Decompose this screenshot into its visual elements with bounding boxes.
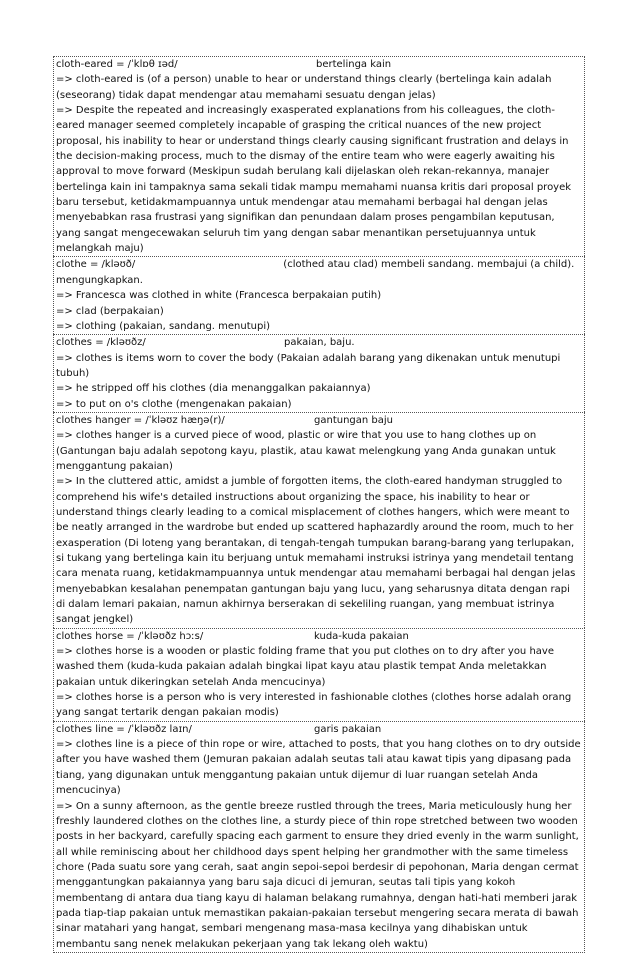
- entry-clothes-line: [53, 721, 585, 953]
- entry-gloss: gantungan baju: [314, 414, 393, 426]
- entry-clothes: [53, 334, 585, 412]
- entry-term: clothes line = /ˈkləʊðz laɪn/: [56, 723, 192, 735]
- entry-term: clothe = /kləʊð/: [56, 259, 136, 271]
- entry-definition: => cloth-eared is (of a person) unable to hear or understand things clearly (bertelinga kain adalah (seseorang) tidak dapat mendengar atau memahami sesuatu dengan jelas): [56, 74, 552, 101]
- entry-definition: => clothes horse is a person who is very interested in fashionable clothes (clothes horse adalah orang yang sangat tertarik dengan pakaian modis): [56, 692, 572, 719]
- entry-heading: [56, 257, 582, 288]
- entry-example: => Francesca was clothed in white (Francesca berpakaian putih): [56, 290, 382, 302]
- entry-heading: [56, 413, 582, 428]
- entry-example: => On a sunny afternoon, as the gentle breeze rustled through the trees, Maria meticulously hung her freshly laundered clothes on the clothes line, a sturdy piece of thin rope stretched between two wooden posts in her backyard, carefully spacing each garment to ensure they dried evenly in the warm sunlight, all while reminiscing about her childhood days spent helping her grandmother with the same timeless chore (Pada suatu sore yang cerah, saat angin sepoi-sepoi berdesir di pepohonan, Maria dengan cermat menggantungkan pakaiannya yang baru saja dicuci di jemuran, seutas tali tipis yang kokoh membentang di antara dua tiang kayu di halaman belakang rumahnya, dengan hati-hati memberi jarak pada tiap-tiap pakaian untuk memastikan pakaian-pakaian tersebut mengering secara merata di bawah sinar matahari yang hangat, sembari mengenang masa-masa kecilnya yang dihabiskan untuk membantu sang nenek melakukan pekerjaan yang tak lekang oleh waktu): [56, 800, 579, 950]
- entry-cloth-eared: [53, 56, 585, 256]
- entry-example: => to put on o's clothe (mengenakan pakaian): [56, 398, 292, 410]
- entry-heading: [56, 722, 582, 737]
- entry-gloss: bertelinga kain: [316, 59, 392, 70]
- entry-definition: => clothes hanger is a curved piece of wood, plastic or wire that you use to hang clothes up on (Gantungan baju adalah sepotong kayu, plastik, atau kawat melengkung yang Anda gunakan untuk menggantung pakaian): [56, 430, 556, 472]
- entry-heading: [56, 629, 582, 644]
- entry-definition: => clothes is items worn to cover the body (Pakaian adalah barang yang dikenakan untuk menutupi tubuh): [56, 352, 561, 379]
- entry-gloss: pakaian, baju.: [284, 337, 355, 349]
- entry-gloss: kuda-kuda pakaian: [314, 630, 409, 642]
- entry-example: => he stripped off his clothes (dia menanggalkan pakaiannya): [56, 383, 371, 395]
- entry-term: clothes horse = /ˈkləʊðz hɔːs/: [56, 630, 204, 642]
- entry-clothe: [53, 256, 585, 334]
- entry-gloss: garis pakaian: [314, 723, 382, 735]
- entry-example: => In the cluttered attic, amidst a jumble of forgotten items, the cloth-eared handyman struggled to comprehend his wife's detailed instructions about organizing the space, his inability to hear or understand things clearly leading to a comical misplacement of clothes hangers, which were meant to be neatly arranged in the wardrobe but ended up scattered haphazardly around the room, much to her exasperation (Di loteng yang berantakan, di tengah-tengah tumpukan barang-barang yang terlupakan, si tukang yang bertelinga kain itu berjuang untuk memahami instruksi istrinya yang mendetail tentang cara menata ruang, ketidakmampuannya untuk mendengar atau memahami berbagai hal dengan jelas menyebabkan kesalahan penempatan gantungan baju yang lucu, yang seharusnya ditata dengan rapi di dalam lemari pakaian, namun akhirnya berserakan di sekeliling ruangan, yang membuat istrinya sangat jengkel): [56, 476, 576, 626]
- entry-related: => clad (berpakaian): [56, 305, 164, 317]
- entry-term: clothes hanger = /ˈkləʊz hæŋə(r)/: [56, 414, 225, 426]
- entry-heading: [56, 335, 582, 350]
- entry-gloss: (clothed atau clad) membeli sandang. membajui (a child). mengungkapkan.: [56, 259, 575, 286]
- entry-example: => Despite the repeated and increasingly exasperated explanations from his colleagues, the cloth-eared manager seemed completely incapable of grasping the critical nuances of the new project proposal, his inability to hear or understand things clearly causing significant frustration and delays in the decision-making process, much to the dismay of the entire team who were eagerly awaiting his approval to move forward (Meskipun sudah berulang kali dijelaskan oleh rekan-rekannya, manajer bertelinga kain ini tampaknya sama sekali tidak mampu memahami nuansa kritis dari proposal proyek baru tersebut, ketidakmampuannya untuk mendengar atau memahami berbagai hal dengan jelas menyebabkan rasa frustrasi yang signifikan dan penundaan dalam proses pengambilan keputusan, yang sangat mengecewakan seluruh tim yang dengan sabar menantikan persetujuannya untuk melangkah maju): [56, 105, 572, 255]
- entry-term: cloth-eared = /ˈklɒθ ɪəd/: [56, 59, 178, 70]
- entry-heading: [56, 57, 582, 72]
- entry-related: => clothing (pakaian, sandang. menutupi): [56, 320, 271, 332]
- entry-definition: => clothes line is a piece of thin rope or wire, attached to posts, that you hang clothes on to dry outside after you have washed them (Jemuran pakaian adalah seutas tali atau kawat tipis yang dipasang pada tiang, yang digunakan untuk menggantung pakaian untuk dijemur di luar ruangan setelah Anda mencucinya): [56, 739, 581, 797]
- dictionary-page: [53, 56, 585, 953]
- entry-clothes-horse: [53, 628, 585, 721]
- entry-definition: => clothes horse is a wooden or plastic folding frame that you put clothes on to dry after you have washed them (kuda-kuda pakaian adalah bingkai lipat kayu atau plastik tempat Anda meletakkan pakaian untuk dikeringkan setelah Anda mencucinya): [56, 646, 554, 688]
- entry-clothes-hanger: [53, 412, 585, 628]
- entry-term: clothes = /kləʊðz/: [56, 337, 146, 349]
